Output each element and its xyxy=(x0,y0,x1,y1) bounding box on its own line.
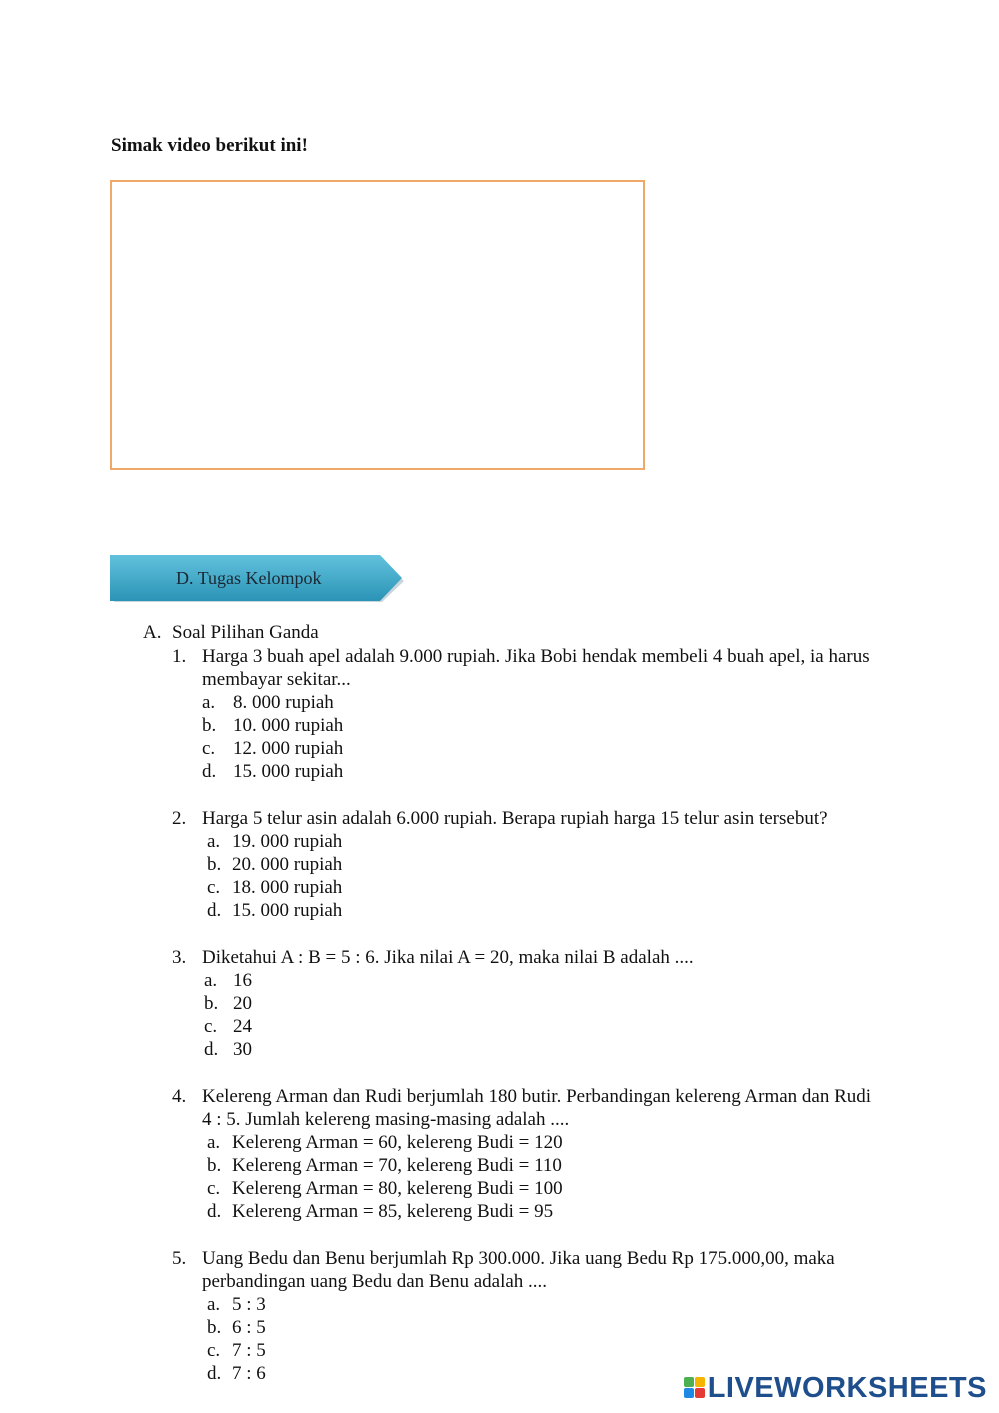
option-text[interactable]: 15. 000 rupiah xyxy=(233,761,344,782)
option-text[interactable]: 7 : 6 xyxy=(232,1363,266,1384)
section-marker: A. xyxy=(143,622,162,643)
logo-blocks-icon xyxy=(684,1377,706,1399)
option-text[interactable]: 20. 000 rupiah xyxy=(232,854,343,875)
logo-wordmark: LIVEWORKSHEETS xyxy=(707,1371,987,1404)
option-text[interactable]: Kelereng Arman = 80, kelereng Budi = 100 xyxy=(232,1178,563,1199)
option-text[interactable]: 16 xyxy=(233,970,252,991)
question-text: Diketahui A : B = 5 : 6. Jika nilai A = 20, maka nilai B adalah .... xyxy=(202,947,694,968)
section-banner xyxy=(110,555,405,603)
option-text[interactable]: Kelereng Arman = 85, kelereng Budi = 95 xyxy=(232,1201,554,1222)
question-number: 2. xyxy=(172,808,187,829)
option-text[interactable]: 5 : 3 xyxy=(232,1294,266,1315)
option-letter: d. xyxy=(207,1363,222,1384)
question-text: Uang Bedu dan Benu berjumlah Rp 300.000. Jika uang Bedu Rp 175.000,00, maka perbandingan uang Bedu dan Benu adalah .... xyxy=(202,1248,835,1292)
option-letter: c. xyxy=(207,877,221,898)
video-embed-placeholder[interactable] xyxy=(110,180,645,470)
option-text[interactable]: 19. 000 rupiah xyxy=(232,831,343,852)
option-letter: b. xyxy=(207,1317,222,1338)
question-text: Harga 3 buah apel adalah 9.000 rupiah. Jika Bobi hendak membeli 4 buah apel, ia harus membayar sekitar... xyxy=(202,646,870,690)
option-text[interactable]: 15. 000 rupiah xyxy=(232,900,343,921)
instruction-heading: Simak video berikut ini! xyxy=(111,135,308,156)
question-text: Harga 5 telur asin adalah 6.000 rupiah. Berapa rupiah harga 15 telur asin tersebut? xyxy=(202,808,828,829)
option-letter: c. xyxy=(204,1016,218,1037)
option-letter: d. xyxy=(207,1201,222,1222)
option-letter: c. xyxy=(207,1178,221,1199)
question-number: 5. xyxy=(172,1248,187,1269)
question-text: Kelereng Arman dan Rudi berjumlah 180 butir. Perbandingan kelereng Arman dan Rudi 4 : 5. Jumlah kelereng masing-masing adalah .... xyxy=(202,1086,872,1130)
option-letter: a. xyxy=(202,692,216,713)
option-letter: c. xyxy=(202,738,216,759)
question-number: 1. xyxy=(172,646,187,667)
option-text[interactable]: 10. 000 rupiah xyxy=(233,715,344,736)
liveworksheets-logo[interactable] xyxy=(684,1372,987,1404)
option-text[interactable]: 8. 000 rupiah xyxy=(233,692,334,713)
option-text[interactable]: Kelereng Arman = 70, kelereng Budi = 110 xyxy=(232,1155,562,1176)
option-letter: b. xyxy=(204,993,219,1014)
section-title: Soal Pilihan Ganda xyxy=(172,622,319,643)
option-letter: c. xyxy=(207,1340,221,1361)
question-number: 4. xyxy=(172,1086,187,1107)
option-letter: b. xyxy=(207,1155,222,1176)
option-letter: a. xyxy=(204,970,218,991)
option-letter: b. xyxy=(202,715,217,736)
option-text[interactable]: 12. 000 rupiah xyxy=(233,738,344,759)
option-text[interactable]: Kelereng Arman = 60, kelereng Budi = 120 xyxy=(232,1132,563,1153)
question-number: 3. xyxy=(172,947,187,968)
option-text[interactable]: 7 : 5 xyxy=(232,1340,266,1361)
option-text[interactable]: 24 xyxy=(233,1016,252,1037)
option-letter: b. xyxy=(207,854,222,875)
option-text[interactable]: 6 : 5 xyxy=(232,1317,266,1338)
option-letter: a. xyxy=(207,1294,221,1315)
option-letter: a. xyxy=(207,831,221,852)
option-letter: a. xyxy=(207,1132,221,1153)
option-letter: d. xyxy=(204,1039,219,1060)
option-text[interactable]: 30 xyxy=(233,1039,252,1060)
option-letter: d. xyxy=(202,761,217,782)
banner-label: D. Tugas Kelompok xyxy=(176,568,322,588)
option-text[interactable]: 20 xyxy=(233,993,252,1014)
option-letter: d. xyxy=(207,900,222,921)
option-text[interactable]: 18. 000 rupiah xyxy=(232,877,343,898)
